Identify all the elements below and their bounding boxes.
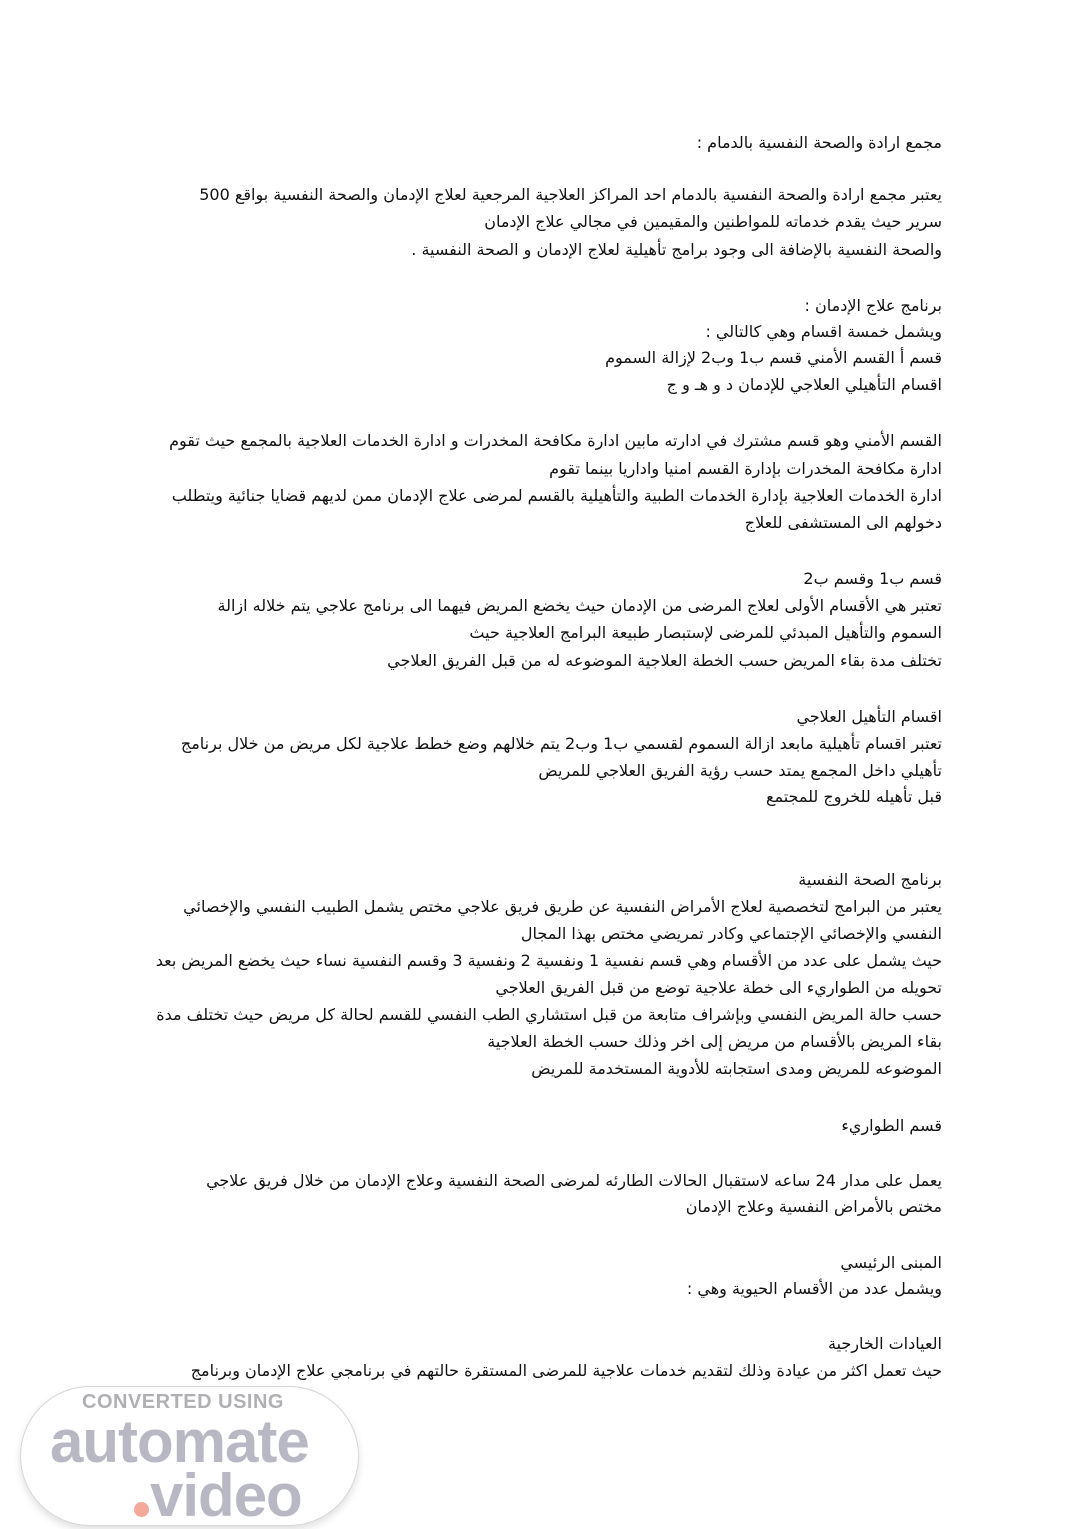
text-line: ادارة الخدمات العلاجية بإدارة الخدمات الطبية والتأهيلية بالقسم لمرضى علاج الإدمان ممن لديهم قضايا جنائية ويتطلب [171,486,942,505]
text-line: تأهيلي داخل المجمع يمتد حسب رؤية الفريق العلاجي للمريض [538,761,942,780]
text-line: يعتبر مجمع ارادة والصحة النفسية بالدمام احد المراكز العلاجية المرجعية لعلاج الإدمان والصحة النفسية بواقع 500 [199,185,942,204]
watermark-brand-video: video [150,1462,302,1529]
document-title: مجمع ارادة والصحة النفسية بالدمام : [696,133,942,152]
text-line: تعتبر هي الأقسام الأولى لعلاج المرضى من الإدمان حيث يخضع المريض فيهما الى برنامج علاجي يتم خلاله ازالة [217,596,942,615]
text-line: حسب حالة المريض النفسي وبإشراف متابعة من قبل استشاري الطب النفسي للقسم لحالة كل مريض حيث تختلف مدة [156,1005,942,1024]
text-line: قسم الطواريء [841,1116,942,1135]
text-line: قسم أ القسم الأمني قسم ب1 وب2 لإزالة السموم [605,348,942,367]
text-line: ادارة مكافحة المخدرات بإدارة القسم امنيا واداريا بينما تقوم [549,459,942,478]
text-line: اقسام التأهيلي العلاجي للإدمان د و هـ و ج [666,375,942,394]
text-line: تحويله من الطواريء الى خطة علاجية توضع من قبل الفريق العلاجي [495,978,942,997]
text-line: يعمل على مدار 24 ساعه لاستقبال الحالات الطارئه لمرضى الصحة النفسية وعلاج الإدمان من خلال فريق علاجي [206,1171,942,1190]
text-line: ويشمل خمسة اقسام وهي كالتالي : [705,322,942,341]
text-line: الموضوعه للمريض ومدى استجابته للأدوية المستخدمة للمريض [531,1059,942,1078]
text-line: برنامج الصحة النفسية [798,870,942,889]
watermark-dot [134,1502,149,1517]
text-line: سرير حيث يقدم خدماته للمواطنين والمقيمين في مجالي علاج الإدمان [484,212,942,231]
text-line: بقاء المريض بالأقسام من مريض إلى اخر وذلك حسب الخطة العلاجية [487,1032,942,1051]
text-line: المبنى الرئيسي [840,1253,942,1272]
text-line: برنامج علاج الإدمان : [804,296,942,315]
text-line: تختلف مدة بقاء المريض حسب الخطة العلاجية الموضوعه له من قبل الفريق العلاجي [387,651,942,670]
watermark-converted-using: CONVERTED USING [82,1391,284,1413]
text-line: السموم والتأهيل المبدئي للمرضى لإستبصار طبيعة البرامج العلاجية حيث [469,623,942,642]
text-line: قبل تأهيله للخروج للمجتمع [765,787,942,806]
text-line: مختص بالأمراض النفسية وعلاج الإدمان [685,1197,942,1216]
text-line: قسم ب1 وقسم ب2 [803,569,942,588]
text-line: العيادات الخارجية [827,1334,942,1353]
text-line: اقسام التأهيل العلاجي [796,707,942,726]
text-line: القسم الأمني وهو قسم مشترك في ادارته مابين ادارة مكافحة المخدرات و ادارة الخدمات العلاجية بالمجمع حيث تقوم [169,431,942,450]
watermark-brand-automate: automate [50,1408,309,1475]
text-line: دخولهم الى المستشفى للعلاج [744,513,942,532]
text-line: تعتبر اقسام تأهيلية مابعد ازالة السموم لقسمي ب1 وب2 يتم خلالهم وضع خطط علاجية لكل مريض من خلال برنامج [180,734,942,753]
text-line: حيث يشمل على عدد من الأقسام وهي قسم نفسية 1 ونفسية 2 ونفسية 3 وقسم النفسية نساء حيث يخضع المريض بعد [155,951,942,970]
text-line: النفسي والإخصائي الإجتماعي وكادر تمريضي مختص بهذا المجال [520,924,942,943]
text-line: يعتبر من البرامج لتخصصية لعلاج الأمراض النفسية عن طريق فريق علاجي مختص يشمل الطبيب النفسي والإخصائي [183,897,942,916]
text-line: ويشمل عدد من الأقسام الحيوية وهي : [686,1279,942,1298]
text-line: والصحة النفسية بالإضافة الى وجود برامج تأهيلية لعلاج الإدمان و الصحة النفسية . [411,240,942,259]
text-line: حيث تعمل اكثر من عيادة وذلك لتقديم خدمات علاجية للمرضى المستقرة حالتهم في برنامجي علاج الإدمان وبرنامج [190,1361,942,1380]
